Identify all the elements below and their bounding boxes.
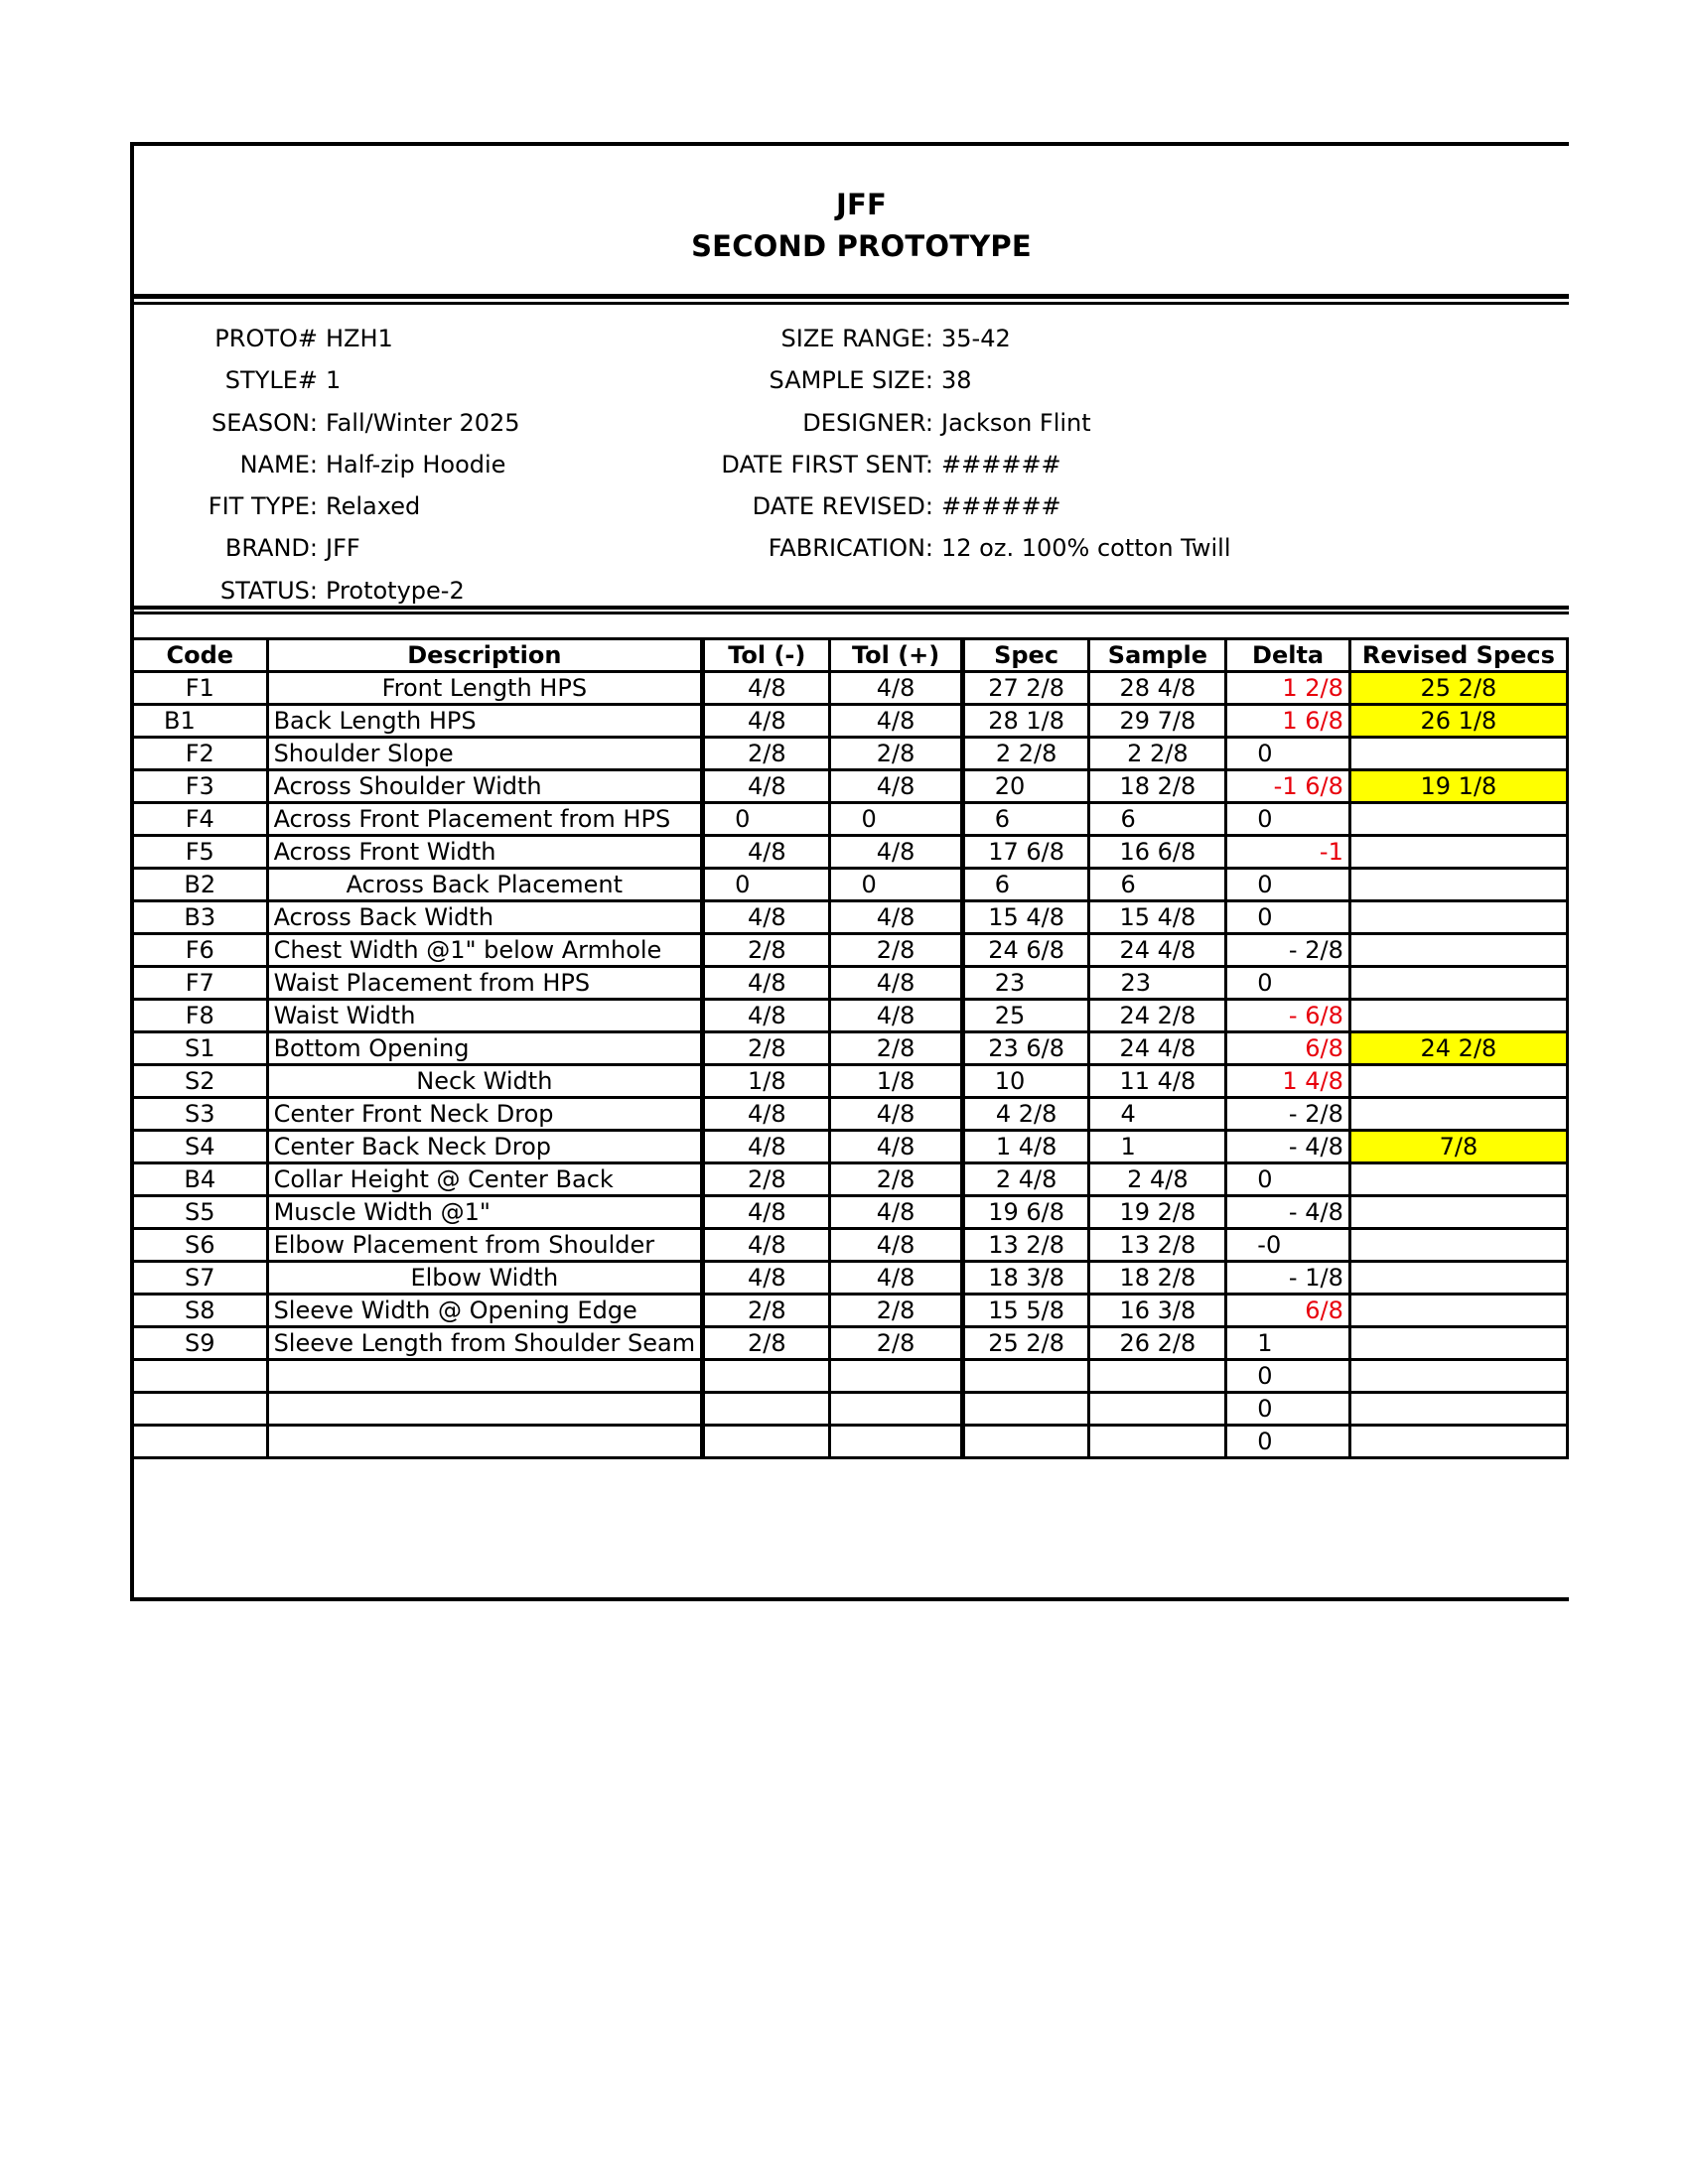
cell-tol-minus: 0 xyxy=(703,803,830,836)
cell-tol-minus: 4/8 xyxy=(703,1131,830,1163)
info-field-label: STYLE# xyxy=(224,366,318,395)
cell-tol-plus: 1/8 xyxy=(830,1065,962,1098)
cell-sample: 11 4/8 xyxy=(1089,1065,1226,1098)
cell-code: S5 xyxy=(134,1196,267,1229)
cell-tol-plus: 0 xyxy=(830,803,962,836)
info-field xyxy=(670,359,1231,401)
cell-description: Bottom Opening xyxy=(267,1032,703,1065)
cell-sample: 28 4/8 xyxy=(1089,672,1226,705)
cell-tol-minus: 2/8 xyxy=(703,738,830,770)
cell-revised-specs xyxy=(1349,1295,1567,1327)
cell-spec: 27 2/8 xyxy=(962,672,1089,705)
info-field-value: Prototype-2 xyxy=(326,576,465,605)
cell-revised-specs: 26 1/8 xyxy=(1349,705,1567,738)
cell-code: S4 xyxy=(134,1131,267,1163)
cell-description: Sleeve Width @ Opening Edge xyxy=(267,1295,703,1327)
cell-delta: - 6/8 xyxy=(1226,1000,1350,1032)
sheet-title: SECOND PROTOTYPE xyxy=(691,229,1032,263)
info-field-value: 35-42 xyxy=(941,325,1011,352)
cell-sample xyxy=(1089,1426,1226,1458)
cell-description: Elbow Width xyxy=(267,1262,703,1295)
cell-revised-specs xyxy=(1349,1000,1567,1032)
cell-sample: 13 2/8 xyxy=(1089,1229,1226,1262)
cell-description: Center Back Neck Drop xyxy=(267,1131,703,1163)
info-field xyxy=(670,402,1231,444)
info-field-label: NAME: xyxy=(239,450,318,478)
info-field xyxy=(114,318,520,359)
cell-tol-minus xyxy=(703,1426,830,1458)
cell-revised-specs xyxy=(1349,1262,1567,1295)
cell-revised-specs xyxy=(1349,803,1567,836)
cell-delta: - 2/8 xyxy=(1226,1098,1350,1131)
cell-delta: 0 xyxy=(1226,967,1350,1000)
cell-tol-minus: 4/8 xyxy=(703,705,830,738)
cell-sample: 24 4/8 xyxy=(1089,934,1226,967)
col-header-tol-plus: Tol (+) xyxy=(830,639,962,672)
cell-delta: 0 xyxy=(1226,1426,1350,1458)
info-field xyxy=(114,359,520,401)
cell-revised-specs xyxy=(1349,1065,1567,1098)
cell-tol-plus: 4/8 xyxy=(830,1000,962,1032)
cell-description xyxy=(267,1426,703,1458)
cell-delta: 1 2/8 xyxy=(1226,672,1350,705)
cell-revised-specs xyxy=(1349,1393,1567,1426)
cell-spec: 23 xyxy=(962,967,1089,1000)
info-left-column xyxy=(114,318,520,612)
cell-revised-specs xyxy=(1349,1163,1567,1196)
info-field-label: DATE FIRST SENT: xyxy=(721,450,933,478)
cell-revised-specs xyxy=(1349,738,1567,770)
cell-code: B1 xyxy=(134,705,267,738)
cell-spec: 6 xyxy=(962,803,1089,836)
divider-double-line xyxy=(134,294,1569,305)
cell-delta: 6/8 xyxy=(1226,1032,1350,1065)
spec-sheet-frame xyxy=(130,142,1569,1601)
info-field-value: ###### xyxy=(941,492,1061,521)
col-header-tol-minus: Tol (-) xyxy=(703,639,830,672)
cell-spec: 15 4/8 xyxy=(962,901,1089,934)
cell-tol-minus: 4/8 xyxy=(703,770,830,803)
cell-sample: 2 2/8 xyxy=(1089,738,1226,770)
cell-code: F2 xyxy=(134,738,267,770)
cell-revised-specs: 19 1/8 xyxy=(1349,770,1567,803)
cell-sample: 16 6/8 xyxy=(1089,836,1226,869)
cell-sample: 15 4/8 xyxy=(1089,901,1226,934)
cell-sample: 6 xyxy=(1089,869,1226,901)
cell-spec: 19 6/8 xyxy=(962,1196,1089,1229)
cell-delta: 6/8 xyxy=(1226,1295,1350,1327)
cell-sample: 2 4/8 xyxy=(1089,1163,1226,1196)
cell-tol-minus: 4/8 xyxy=(703,1229,830,1262)
table-header-row xyxy=(134,639,1568,672)
cell-code: B4 xyxy=(134,1163,267,1196)
cell-description: Across Back Width xyxy=(267,901,703,934)
info-field-value: Half-zip Hoodie xyxy=(326,450,506,478)
cell-sample: 18 2/8 xyxy=(1089,770,1226,803)
table-row xyxy=(134,934,1568,967)
table-row xyxy=(134,1098,1568,1131)
info-field-value: Jackson Flint xyxy=(941,408,1091,437)
table-row xyxy=(134,1360,1568,1393)
cell-spec: 17 6/8 xyxy=(962,836,1089,869)
info-field-label: DATE REVISED: xyxy=(752,492,933,521)
cell-tol-plus: 0 xyxy=(830,869,962,901)
table-row xyxy=(134,836,1568,869)
cell-description: Waist Width xyxy=(267,1000,703,1032)
cell-tol-minus: 0 xyxy=(703,869,830,901)
cell-tol-minus: 4/8 xyxy=(703,672,830,705)
cell-code: S9 xyxy=(134,1327,267,1360)
cell-description: Front Length HPS xyxy=(267,672,703,705)
info-field-label: STATUS: xyxy=(219,576,318,605)
col-header-spec: Spec xyxy=(962,639,1089,672)
cell-spec xyxy=(962,1426,1089,1458)
cell-revised-specs xyxy=(1349,901,1567,934)
cell-code xyxy=(134,1393,267,1426)
cell-revised-specs xyxy=(1349,1426,1567,1458)
info-right-column xyxy=(670,318,1231,570)
cell-description: Muscle Width @1" xyxy=(267,1196,703,1229)
info-field xyxy=(670,444,1231,485)
cell-description: Sleeve Length from Shoulder Seam xyxy=(267,1327,703,1360)
cell-sample: 24 2/8 xyxy=(1089,1000,1226,1032)
cell-sample xyxy=(1089,1360,1226,1393)
cell-code: F7 xyxy=(134,967,267,1000)
cell-sample: 23 xyxy=(1089,967,1226,1000)
cell-code: F1 xyxy=(134,672,267,705)
table-row xyxy=(134,770,1568,803)
info-field xyxy=(114,444,520,485)
cell-tol-minus xyxy=(703,1360,830,1393)
info-field xyxy=(114,402,520,444)
cell-tol-plus: 4/8 xyxy=(830,1196,962,1229)
cell-delta: 0 xyxy=(1226,803,1350,836)
table-row xyxy=(134,1393,1568,1426)
table-row xyxy=(134,967,1568,1000)
table-row xyxy=(134,672,1568,705)
cell-description: Across Front Placement from HPS xyxy=(267,803,703,836)
cell-tol-minus: 4/8 xyxy=(703,1000,830,1032)
cell-description xyxy=(267,1360,703,1393)
cell-revised-specs xyxy=(1349,1327,1567,1360)
info-field-label: FABRICATION: xyxy=(768,534,933,563)
cell-delta: - 4/8 xyxy=(1226,1131,1350,1163)
cell-tol-plus xyxy=(830,1426,962,1458)
cell-delta: -1 6/8 xyxy=(1226,770,1350,803)
info-field xyxy=(114,527,520,569)
cell-revised-specs xyxy=(1349,1196,1567,1229)
cell-spec: 2 2/8 xyxy=(962,738,1089,770)
cell-revised-specs: 25 2/8 xyxy=(1349,672,1567,705)
info-field-value: 38 xyxy=(941,366,972,395)
cell-tol-plus: 4/8 xyxy=(830,672,962,705)
cell-revised-specs xyxy=(1349,1360,1567,1393)
table-row xyxy=(134,1163,1568,1196)
cell-tol-minus: 2/8 xyxy=(703,1327,830,1360)
cell-tol-plus: 4/8 xyxy=(830,901,962,934)
cell-description: Neck Width xyxy=(267,1065,703,1098)
cell-sample: 26 2/8 xyxy=(1089,1327,1226,1360)
info-field-label: SAMPLE SIZE: xyxy=(769,366,933,395)
cell-sample: 16 3/8 xyxy=(1089,1295,1226,1327)
cell-tol-plus: 4/8 xyxy=(830,967,962,1000)
cell-spec: 28 1/8 xyxy=(962,705,1089,738)
cell-delta: 0 xyxy=(1226,869,1350,901)
cell-description: Back Length HPS xyxy=(267,705,703,738)
cell-delta: 1 6/8 xyxy=(1226,705,1350,738)
cell-tol-plus xyxy=(830,1360,962,1393)
cell-tol-plus: 2/8 xyxy=(830,1163,962,1196)
info-field-value: HZH1 xyxy=(326,325,393,352)
info-field-label: DESIGNER: xyxy=(802,408,933,437)
table-row xyxy=(134,1262,1568,1295)
cell-sample: 18 2/8 xyxy=(1089,1262,1226,1295)
cell-code: B2 xyxy=(134,869,267,901)
cell-spec: 18 3/8 xyxy=(962,1262,1089,1295)
info-field-label: BRAND: xyxy=(224,534,318,563)
col-header-sample: Sample xyxy=(1089,639,1226,672)
table-row xyxy=(134,1196,1568,1229)
cell-sample: 24 4/8 xyxy=(1089,1032,1226,1065)
cell-description: Chest Width @1" below Armhole xyxy=(267,934,703,967)
table-row xyxy=(134,1065,1568,1098)
divider-double-line xyxy=(134,606,1569,614)
cell-delta: 0 xyxy=(1226,901,1350,934)
cell-spec xyxy=(962,1360,1089,1393)
col-header-code: Code xyxy=(134,639,267,672)
cell-tol-plus: 4/8 xyxy=(830,1229,962,1262)
table-row xyxy=(134,1426,1568,1458)
cell-description: Across Back Placement xyxy=(267,869,703,901)
cell-sample: 19 2/8 xyxy=(1089,1196,1226,1229)
cell-spec xyxy=(962,1393,1089,1426)
cell-tol-plus: 4/8 xyxy=(830,1098,962,1131)
info-field-value: Relaxed xyxy=(326,492,421,521)
cell-code: S2 xyxy=(134,1065,267,1098)
cell-revised-specs xyxy=(1349,869,1567,901)
cell-code: F8 xyxy=(134,1000,267,1032)
cell-tol-minus: 2/8 xyxy=(703,934,830,967)
cell-tol-minus: 4/8 xyxy=(703,1262,830,1295)
cell-spec: 15 5/8 xyxy=(962,1295,1089,1327)
cell-description: Shoulder Slope xyxy=(267,738,703,770)
cell-code xyxy=(134,1360,267,1393)
cell-delta: 0 xyxy=(1226,738,1350,770)
table-row xyxy=(134,1327,1568,1360)
cell-spec: 23 6/8 xyxy=(962,1032,1089,1065)
cell-sample: 29 7/8 xyxy=(1089,705,1226,738)
cell-spec: 20 xyxy=(962,770,1089,803)
table-row xyxy=(134,901,1568,934)
cell-tol-minus: 4/8 xyxy=(703,836,830,869)
cell-revised-specs xyxy=(1349,967,1567,1000)
info-field-value: 1 xyxy=(326,366,342,395)
info-field-value: ###### xyxy=(941,450,1061,478)
cell-description: Center Front Neck Drop xyxy=(267,1098,703,1131)
cell-code: B3 xyxy=(134,901,267,934)
info-field xyxy=(114,485,520,527)
cell-tol-minus: 4/8 xyxy=(703,901,830,934)
table-row xyxy=(134,1131,1568,1163)
cell-tol-minus: 2/8 xyxy=(703,1295,830,1327)
cell-code xyxy=(134,1426,267,1458)
cell-spec: 13 2/8 xyxy=(962,1229,1089,1262)
cell-delta: - 2/8 xyxy=(1226,934,1350,967)
cell-tol-plus: 4/8 xyxy=(830,705,962,738)
cell-revised-specs: 24 2/8 xyxy=(1349,1032,1567,1065)
cell-spec: 25 2/8 xyxy=(962,1327,1089,1360)
info-field xyxy=(670,485,1231,527)
cell-tol-plus: 2/8 xyxy=(830,934,962,967)
cell-delta: 0 xyxy=(1226,1393,1350,1426)
col-header-description: Description xyxy=(267,639,703,672)
cell-code: S3 xyxy=(134,1098,267,1131)
cell-code: F5 xyxy=(134,836,267,869)
col-header-delta: Delta xyxy=(1226,639,1350,672)
cell-revised-specs: 7/8 xyxy=(1349,1131,1567,1163)
table-row xyxy=(134,1229,1568,1262)
cell-revised-specs xyxy=(1349,1098,1567,1131)
cell-sample: 1 xyxy=(1089,1131,1226,1163)
title-block xyxy=(134,184,1569,267)
cell-code: S6 xyxy=(134,1229,267,1262)
cell-code: S7 xyxy=(134,1262,267,1295)
cell-description: Across Shoulder Width xyxy=(267,770,703,803)
cell-sample: 4 xyxy=(1089,1098,1226,1131)
cell-tol-minus: 1/8 xyxy=(703,1065,830,1098)
table-row xyxy=(134,803,1568,836)
table-row xyxy=(134,738,1568,770)
cell-tol-minus xyxy=(703,1393,830,1426)
cell-tol-plus: 2/8 xyxy=(830,1032,962,1065)
cell-spec: 25 xyxy=(962,1000,1089,1032)
cell-sample xyxy=(1089,1393,1226,1426)
cell-sample: 6 xyxy=(1089,803,1226,836)
cell-revised-specs xyxy=(1349,836,1567,869)
cell-revised-specs xyxy=(1349,934,1567,967)
cell-delta: - 4/8 xyxy=(1226,1196,1350,1229)
info-field xyxy=(670,527,1231,569)
cell-delta: 0 xyxy=(1226,1163,1350,1196)
cell-code: F6 xyxy=(134,934,267,967)
cell-spec: 1 4/8 xyxy=(962,1131,1089,1163)
cell-tol-plus: 4/8 xyxy=(830,836,962,869)
col-header-revised-specs: Revised Specs xyxy=(1349,639,1567,672)
cell-spec: 24 6/8 xyxy=(962,934,1089,967)
table-row xyxy=(134,1000,1568,1032)
cell-tol-plus: 4/8 xyxy=(830,1131,962,1163)
cell-tol-plus: 2/8 xyxy=(830,1327,962,1360)
cell-spec: 4 2/8 xyxy=(962,1098,1089,1131)
cell-tol-plus xyxy=(830,1393,962,1426)
cell-delta: -1 xyxy=(1226,836,1350,869)
cell-delta: -0 xyxy=(1226,1229,1350,1262)
cell-tol-minus: 2/8 xyxy=(703,1032,830,1065)
cell-description: Elbow Placement from Shoulder xyxy=(267,1229,703,1262)
info-field-label: SIZE RANGE: xyxy=(780,325,933,352)
table-row xyxy=(134,1032,1568,1065)
cell-code: S8 xyxy=(134,1295,267,1327)
cell-tol-plus: 4/8 xyxy=(830,770,962,803)
info-field-value: JFF xyxy=(326,534,360,563)
cell-code: S1 xyxy=(134,1032,267,1065)
table-row xyxy=(134,1295,1568,1327)
brand-title: JFF xyxy=(835,188,887,221)
cell-tol-minus: 4/8 xyxy=(703,1098,830,1131)
cell-spec: 2 4/8 xyxy=(962,1163,1089,1196)
cell-tol-plus: 2/8 xyxy=(830,738,962,770)
cell-tol-minus: 2/8 xyxy=(703,1163,830,1196)
cell-description: Waist Placement from HPS xyxy=(267,967,703,1000)
info-field-label: FIT TYPE: xyxy=(208,492,318,521)
cell-code: F4 xyxy=(134,803,267,836)
table-row xyxy=(134,705,1568,738)
cell-tol-plus: 2/8 xyxy=(830,1295,962,1327)
cell-delta: 1 xyxy=(1226,1327,1350,1360)
cell-description: Across Front Width xyxy=(267,836,703,869)
info-field-value: 12 oz. 100% cotton Twill xyxy=(941,534,1231,563)
info-field-label: SEASON: xyxy=(211,408,318,437)
cell-description xyxy=(267,1393,703,1426)
cell-revised-specs xyxy=(1349,1229,1567,1262)
cell-delta: 1 4/8 xyxy=(1226,1065,1350,1098)
cell-code: F3 xyxy=(134,770,267,803)
measurement-table xyxy=(134,637,1569,1459)
cell-tol-plus: 4/8 xyxy=(830,1262,962,1295)
cell-tol-minus: 4/8 xyxy=(703,1196,830,1229)
info-field-value: Fall/Winter 2025 xyxy=(326,408,520,437)
cell-delta: - 1/8 xyxy=(1226,1262,1350,1295)
cell-spec: 10 xyxy=(962,1065,1089,1098)
table-row xyxy=(134,869,1568,901)
cell-spec: 6 xyxy=(962,869,1089,901)
info-field-label: PROTO# xyxy=(214,325,318,352)
cell-description: Collar Height @ Center Back xyxy=(267,1163,703,1196)
info-field xyxy=(670,318,1231,359)
cell-delta: 0 xyxy=(1226,1360,1350,1393)
cell-tol-minus: 4/8 xyxy=(703,967,830,1000)
